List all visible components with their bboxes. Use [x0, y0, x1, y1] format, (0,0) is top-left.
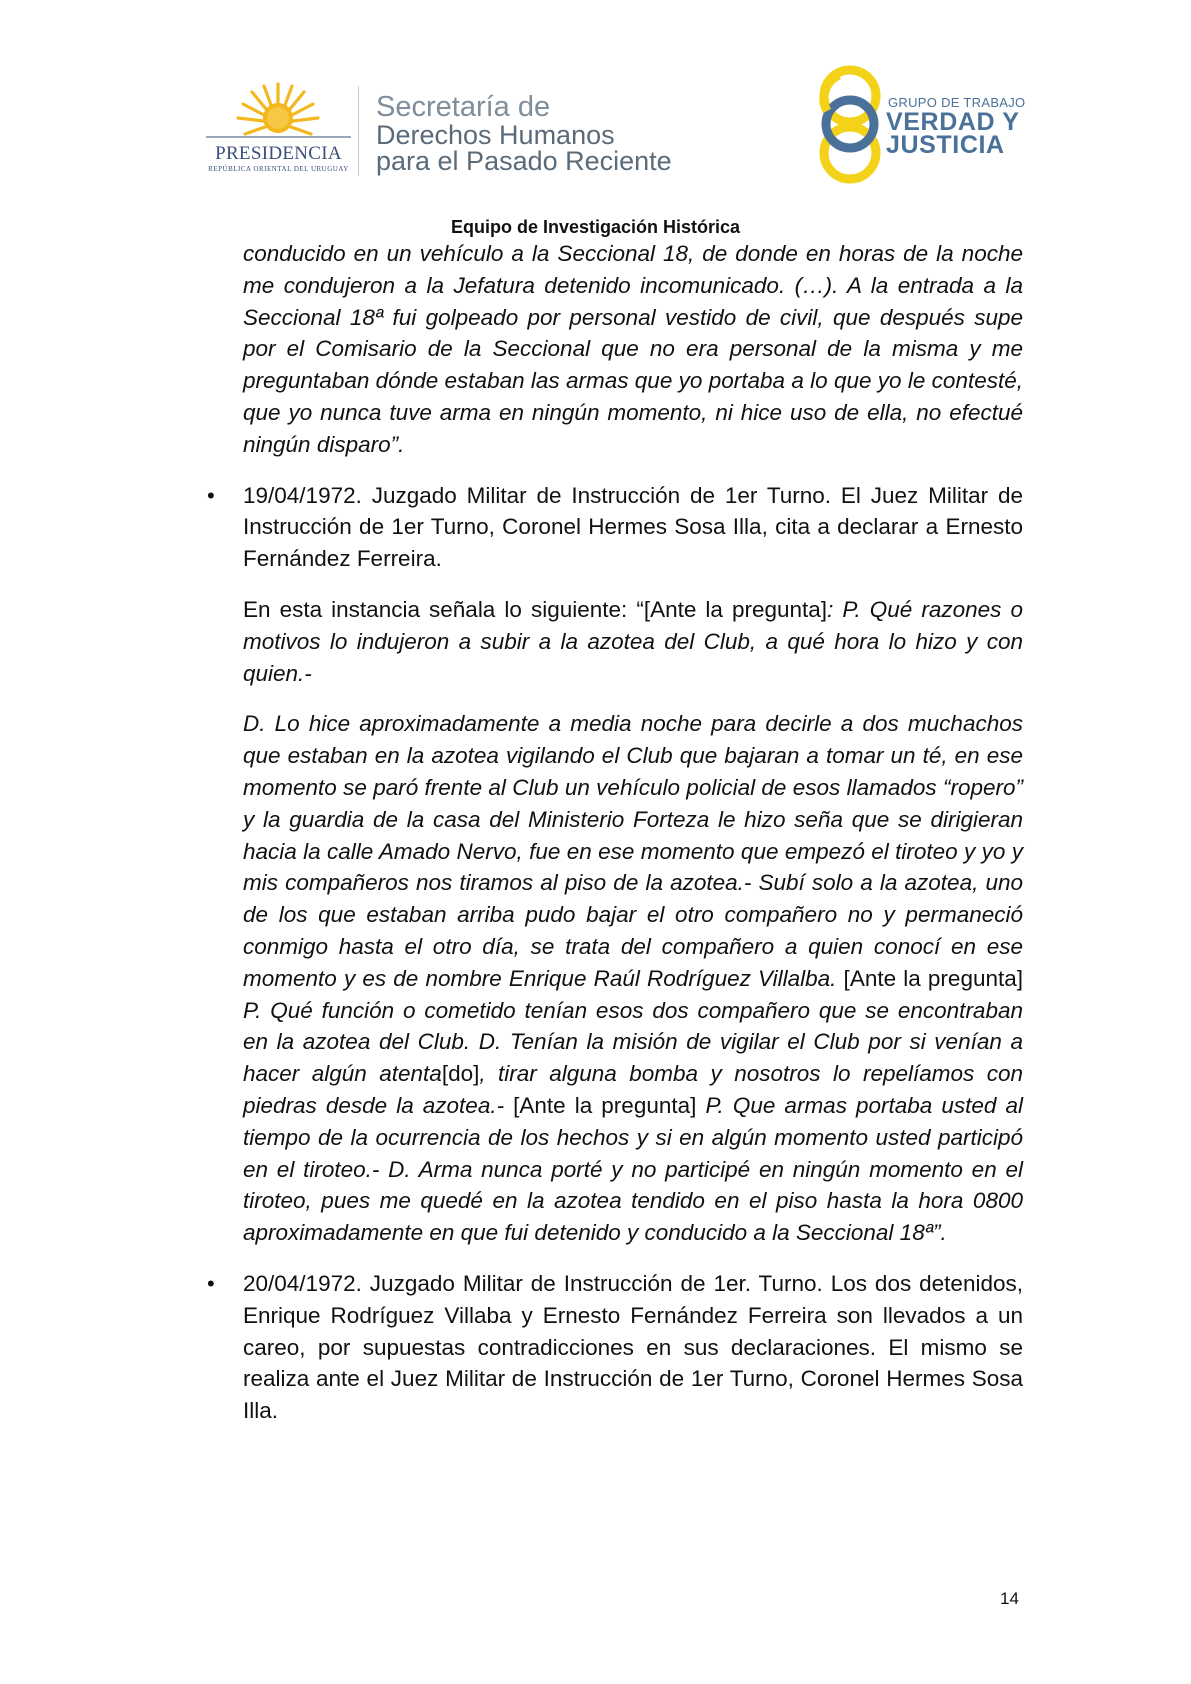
secretaria-title-line1: Secretaría de [376, 91, 551, 123]
header-divider [358, 86, 359, 176]
verdad-label: VERDAD Y [886, 108, 1020, 136]
bullet-icon: • [207, 1270, 215, 1296]
list-item [207, 1268, 1023, 1427]
grupo-trabajo-label: GRUPO DE TRABAJO [888, 95, 1026, 110]
testimony-paragraph: D. Lo hice aproximadamente a media noche para decirle a dos muchachos que estaban en la azotea vigilando el Club que bajaran a tomar un té, en ese momento se paró frente al Club un vehículo policial de esos llamados “ropero” y la guardia de la casa del Ministerio Forteza le hizo seña que se dirigieran hacia la calle Amado Nervo, fue en ese momento que empezó el tiroteo y yo y mis compañeros nos tiramos al piso de la azotea.- Subí solo a la azotea, uno de los que estaban arriba pudo bajar el otro compañero no y permaneció conmigo hasta el otro día, se trata del compañero a quien conocí en ese momento y es de nombre Enrique Raúl Rodríguez Villalba. [Ante la pregunta] P. Qué función o cometido tenían esos dos compañero que se encontraban en la azotea del Club. D. Tenían la misión de vigilar el Club por si venían a hacer algún atenta[do], tirar alguna bomba y nosotros lo repelíamos con piedras desde la azotea.- [Ante la pregunta] P. Que armas portaba usted al tiempo de la ocurrencia de los hechos y si en algún momento usted participó en el tiroteo.- D. Arma nunca porté y no participé en ningún momento en el tiroteo, pues me quedé en la azotea tendido en el piso hasta la hora 0800 aproximadamente en que fui detenido y conducido a la Seccional 18ª”. [243, 711, 1023, 1246]
page-header [0, 0, 1191, 200]
presidencia-wordmark: PRESIDENCIA [215, 143, 342, 164]
presidencia-subtitle: REPÚBLICA ORIENTAL DEL URUGUAY [208, 165, 349, 173]
quote-paragraph: conducido en un vehículo a la Seccional 18, de donde en horas de la noche me condujeron a la Jefatura detenido incomunicado. (…). A la entrada a la Seccional 18ª fui golpeado por personal vestido de civil, que después supe por el Comisario de la Seccional que no era personal de la misma y me preguntaban dónde estaban las armas que yo portaba a lo que yo le contesté, que yo nunca tuve arma en ningún momento, ni hice uso de ella, no efectué ningún disparo”. [243, 241, 1023, 457]
list-item [207, 480, 1023, 575]
testimony-intro: En esta instancia señala lo siguiente: “[Ante la pregunta]: P. Qué razones o motivos lo indujeron a subir a la azotea del Club, a qué hora lo hizo y con quien.- [243, 596, 1023, 686]
justicia-label: JUSTICIA [886, 131, 1005, 159]
secretaria-title-line2: Derechos Humanos [376, 120, 615, 150]
team-heading: Equipo de Investigación Histórica [450, 217, 741, 237]
secretaria-title-line3: para el Pasado Reciente [376, 146, 672, 176]
page-number: 14 [1000, 1589, 1019, 1608]
bullet-icon: • [207, 482, 215, 508]
bullet-text: 20/04/1972. Juzgado Militar de Instrucción de 1er. Turno. Los dos detenidos, Enrique Rodríguez Villaba y Ernesto Fernández Ferreira son llevados a un careo, por supuestas contradicciones en sus declaraciones. El mismo se realiza ante el Juez Militar de Instrucción de 1er Turno, Coronel Hermes Sosa Illa. [243, 1270, 1023, 1424]
grupo-trabajo-rings-logo [809, 63, 891, 186]
bullet-text: 19/04/1972. Juzgado Militar de Instrucción de 1er Turno. El Juez Militar de Instrucción de 1er Turno, Coronel Hermes Sosa Illa, cita a declarar a Ernesto Fernández Ferreira. [243, 482, 1023, 572]
document-body [207, 238, 1023, 1427]
